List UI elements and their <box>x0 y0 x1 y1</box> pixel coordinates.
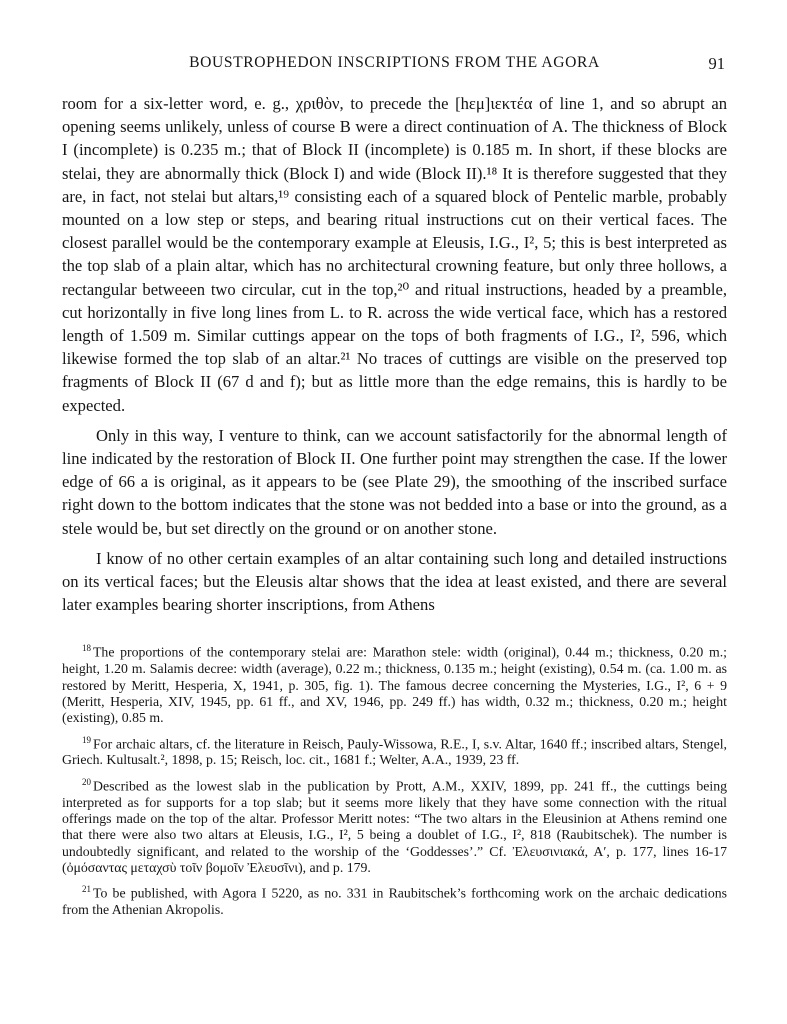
paragraph-1: room for a six-letter word, e. g., χριθὸν, to precede the [hεμ]ιεκτέα of line 1, and so abrupt an opening seems unlikely, unless of course B were a direct continuation of A. The thickness of Block I (incomplete) is 0.235 m.; that of Block II (incomplete) is 0.185 m. In short, if these blocks are stelai, they are abnormally thick (Block I) and wide (Block II).¹⁸ It is therefore suggested that they are, in fact, not stelai but altars,¹⁹ consisting each of a squared block of Pentelic marble, probably mounted on a low step or steps, and bearing ritual instructions cut on their vertical faces. The closest parallel would be the contemporary example at Eleusis, I.G., I², 5; this is best interpreted as the top slab of a plain altar, which has no architectural crowning feature, but only three hollows, a rectangular betweeen two circular, cut in the top,²⁰ and ritual instructions, headed by a preamble, cut horizontally in five long lines from L. to R. across the wide vertical face, which has a restored length of 1.509 m. Similar cuttings appear on the tops of both fragments of I.G., I², 596, which likewise formed the top slab of an altar.²¹ No traces of cuttings are visible on the preserved top fragments of Block II (67 d and f); but as little more than the edge remains, this is hardly to be expected. <box>62 94 727 415</box>
running-header <box>62 52 727 82</box>
footnote-number: 20 <box>82 776 91 787</box>
footnote-18 <box>62 640 727 726</box>
paragraph-3: I know of no other certain examples of an altar containing such long and detailed instructions on its vertical faces; but the Eleusis altar shows that the idea at least existed, and there are several later examples bearing shorter inscriptions, from Athens <box>62 548 727 615</box>
footnote-number: 19 <box>82 734 91 745</box>
footnote-21 <box>62 881 727 918</box>
page <box>62 52 727 923</box>
footnotes <box>62 640 727 918</box>
page-number: 91 <box>708 54 725 73</box>
footnote-text: To be published, with Agora I 5220, as no. 331 in Raubitschek’s forthcoming work on the archaic dedications from the Athenian Akropolis. <box>62 885 727 917</box>
footnote-text: Described as the lowest slab in the publication by Prott, A.M., XXIV, 1899, pp. 241 ff., the cuttings being interpreted as for supports for a top slab; but it seems more likely that they have some connection with the ritual offerings made on the top of the altar. Professor Meritt notes: “The two altars in the Eleusinion at Athens remind one that there were also two altars at Eleusis, I.G., I², 5 being a doublet of I.G., I², 818 (Raubitschek). The number is undoubtedly significant, and related to the worship of the ‘Goddesses’.” Cf. Ἐλευσινιακά, Α′, p. 177, lines 16-17 (ὀμόσαντας μεταχσὺ τοῖν βομοῖν Ἐλευσῖνι), and p. 179. <box>62 778 727 875</box>
body-text <box>62 92 727 616</box>
footnote-number: 21 <box>82 884 91 895</box>
footnote-text: The proportions of the contemporary stelai are: Marathon stele: width (original), 0.44 m.; thickness, 0.20 m.; height, 1.20 m. Salamis decree: width (average), 0.22 m.; thickness, 0.135 m.; height (existing), 0.54 m. (ca. 1.00 m. as restored by Meritt, Hesperia, X, 1941, p. 305, fig. 1). The famous decree concerning the Mysteries, I.G., I², 6 + 9 (Meritt, Hesperia, XIV, 1945, pp. 61 ff., and XV, 1946, pp. 249 ff.) has width, 0.32 m.; thickness, 0.20 m.; height (existing), 0.85 m. <box>62 645 727 726</box>
running-title: BOUSTROPHEDON INSCRIPTIONS FROM THE AGORA <box>189 54 600 71</box>
footnote-20 <box>62 774 727 876</box>
paragraph-2: Only in this way, I venture to think, can we account satisfactorily for the abnormal length of line indicated by the restoration of Block II. One further point may strengthen the case. If the lower edge of 66 a is original, as it appears to be (see Plate 29), the smoothing of the inscribed surface right down to the bottom indicates that the stone was not bedded into a base or into the ground, as a stele would be, but set directly on the ground or on another stone. <box>62 425 727 538</box>
footnote-19 <box>62 732 727 769</box>
footnote-number: 18 <box>82 643 91 654</box>
footnote-text: For archaic altars, cf. the literature in Reisch, Pauly-Wissowa, R.E., I, s.v. Altar, 1640 ff.; inscribed altars, Stengel, Griech. Kultusalt.², 1898, p. 15; Reisch, loc. cit., 1681 f.; Welter, A.A., 1939, 23 ff. <box>62 736 727 768</box>
